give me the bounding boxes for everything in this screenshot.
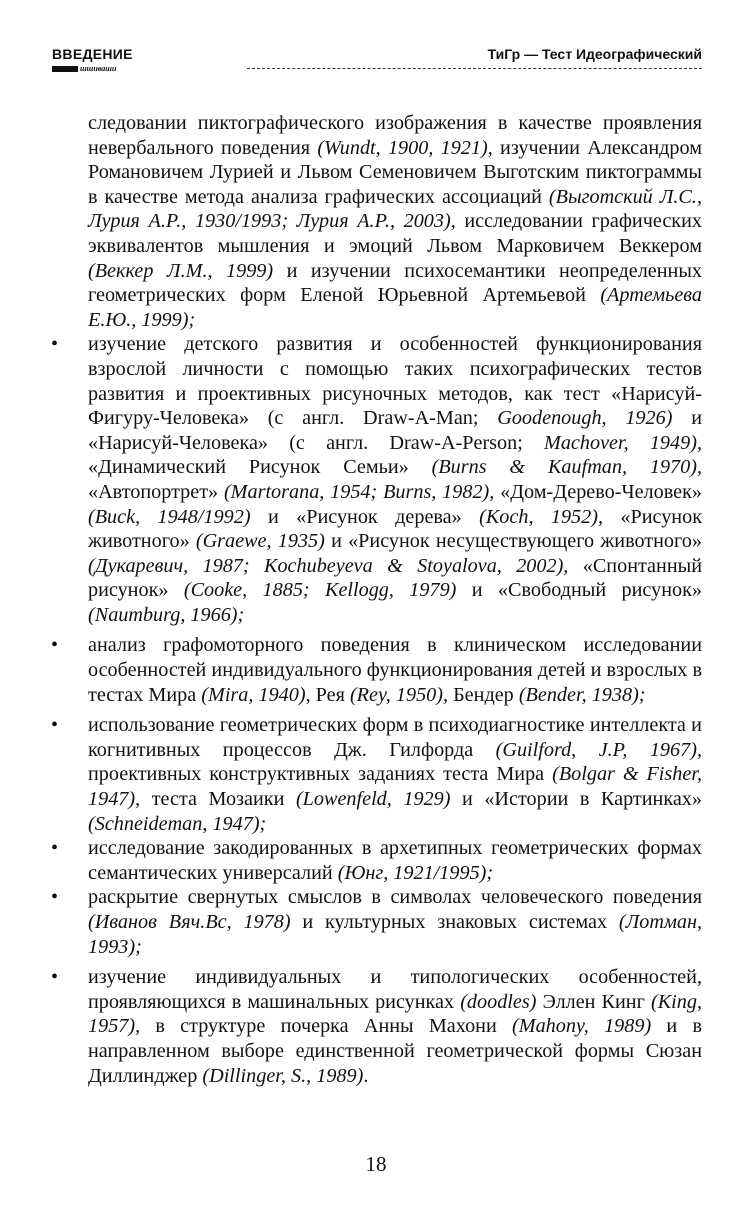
citation: (Burns & Kaufman, 1970), [431, 456, 703, 479]
text-run: изучение детского развития и особенностей функционирования взрослой личности с помощью таких психографических тестов развития и проективных рисуночных методов, как тест «Нарисуй-Фигуру-Человека» (с англ. Draw-A-Man; [88, 333, 702, 430]
citation: (Mira, 1940), [201, 683, 311, 706]
citation: (Cooke, 1885; Kellogg, 1979) [183, 579, 457, 602]
list-item [51, 332, 703, 627]
text-run: Эллен Кинг [536, 990, 651, 1013]
header-dashed-rule [247, 68, 702, 69]
text-run: . [363, 1064, 369, 1087]
list-item [51, 633, 702, 707]
chapter-subtitle-row [52, 64, 133, 73]
text-run: «Спонтанный рисунок» [88, 554, 702, 602]
text-run: проективных конструктивных заданиях теста Мира [88, 763, 553, 786]
citation: Goodenough, 1926) [497, 407, 673, 430]
text-run: Бендер [448, 683, 519, 706]
list-item [51, 713, 702, 836]
running-header-book [247, 46, 702, 69]
citation: (Дукаревич, 1987; Kochubeyeva & Stoyalova, 2002), [88, 554, 569, 577]
chapter-subtitle: шшиваши [80, 64, 117, 73]
text-run: и в направленном выборе единственной геометрической формы Сюзан Диллинджер [88, 1015, 702, 1087]
citation: (Bolgar & Fisher, 1947), [88, 763, 702, 811]
intro-paragraph [88, 111, 702, 332]
citation: (Mahony, 1989) [512, 1015, 652, 1038]
text-run: и «Рисунок несуществующего животного» [324, 530, 702, 553]
bullet-icon: • [51, 966, 59, 989]
header-bar [52, 66, 78, 72]
text-run: и культурных знаковых системах [290, 911, 619, 933]
citation: (Lowenfeld, 1929) [295, 788, 451, 811]
text-run: и «Истории в Картинках» [450, 788, 702, 811]
citation: (Артемьева Е.Ю., 1999); [88, 284, 702, 331]
text-run: исследование закодированных в архетипных геометрических формах семантических универсалий [88, 837, 702, 884]
list-item [51, 836, 702, 885]
citation: (Schneideman, 1947); [88, 812, 267, 835]
bullet-list [51, 332, 703, 1088]
text-run: теста Мозаики [140, 788, 296, 811]
text-run: «Рисунок животного» [88, 505, 703, 553]
page-number: 18 [365, 1152, 387, 1176]
text-run: изучении Александром Романовичем Лурией и Львом Семеновичем Выготским пиктограммы в качестве метода анализа графических ассоциаций [88, 136, 702, 208]
text-run: в структуре почерка Анны Махони [140, 1015, 513, 1038]
citation: (Graewe, 1935) [195, 530, 325, 553]
citation: (Wundt, 1900, 1921), [317, 136, 493, 159]
citation: Machover, 1949), [544, 431, 702, 454]
text-run: следовании пиктографического изображения в качестве проявления невербального поведения [88, 112, 702, 159]
text-run: раскрытие свернутых смыслов в символах человеческого поведения [88, 886, 702, 909]
text-run: и «Свободный рисунок» [456, 579, 703, 602]
citation: (Выготский Л.С., Лурия А.Р., 1930/1993; Лурия А.Р., 2003), [88, 185, 702, 233]
text-run: «Динамический Рисунок Семьи» [88, 456, 432, 479]
list-item [51, 885, 703, 959]
list-item [51, 965, 702, 1088]
page-body [51, 111, 703, 1088]
citation: (Веккер Л.М., 1999) [88, 259, 274, 282]
text-run: и «Рисунок дерева» [250, 505, 480, 528]
citation: (Лотман, 1993); [88, 911, 703, 958]
text-run: «Автопортрет» [88, 480, 224, 503]
bullet-icon: • [51, 837, 59, 860]
citation: (Koch, 1952), [479, 505, 604, 528]
bullet-icon: • [51, 714, 59, 737]
citation: (Юнг, 1921/1995); [337, 861, 494, 884]
bullet-icon: • [51, 886, 59, 909]
text-run: Рея [310, 683, 350, 706]
text-run: использование геометрических форм в психодиагностике интеллекта и когнитивных процессов Дж. Гилфорда [88, 714, 702, 761]
text-run: и изучении психосемантики неопределенных геометрических форм Еленой Юрьевной Артемьевой [88, 259, 702, 307]
citation: (Иванов Вяч.Вс, 1978) [88, 911, 291, 933]
citation: (King, 1957), [88, 990, 702, 1038]
text-run: и «Нарисуй-Человека» (с англ. Draw-A-Person; [88, 407, 702, 454]
text-run: исследовании графических эквивалентов мышления и эмоций Львом Марковичем Веккером [88, 210, 702, 257]
citation: (Rey, 1950), [349, 683, 449, 706]
text-run: изучение индивидуальных и типологических особенностей, проявляющихся в машинальных рисунках [88, 966, 702, 1013]
bullet-icon: • [51, 634, 59, 657]
text-run: анализ графомоторного поведения в клиническом исследовании особенностей индивидуального функционирования детей и взрослых в тестах Мира [88, 634, 702, 706]
running-header-chapter [52, 46, 133, 73]
citation: (Martorana, 1954; Burns, 1982), [223, 480, 495, 503]
citation: (Dillinger, S., 1989) [202, 1064, 364, 1087]
citation: (Guilford, J.P, 1967), [495, 738, 702, 761]
book-title: ТиГр — Тест Идеографический [487, 46, 702, 62]
citation: (Naumburg, 1966); [88, 603, 245, 626]
citation: (Buck, 1948/1992) [88, 505, 251, 528]
citation: (doodles) [460, 990, 537, 1013]
citation: (Bender, 1938); [518, 683, 646, 706]
chapter-title: ВВЕДЕНИЕ [52, 46, 133, 62]
bullet-icon: • [51, 333, 59, 356]
text-run: «Дом-Дерево-Человек» [494, 480, 702, 503]
